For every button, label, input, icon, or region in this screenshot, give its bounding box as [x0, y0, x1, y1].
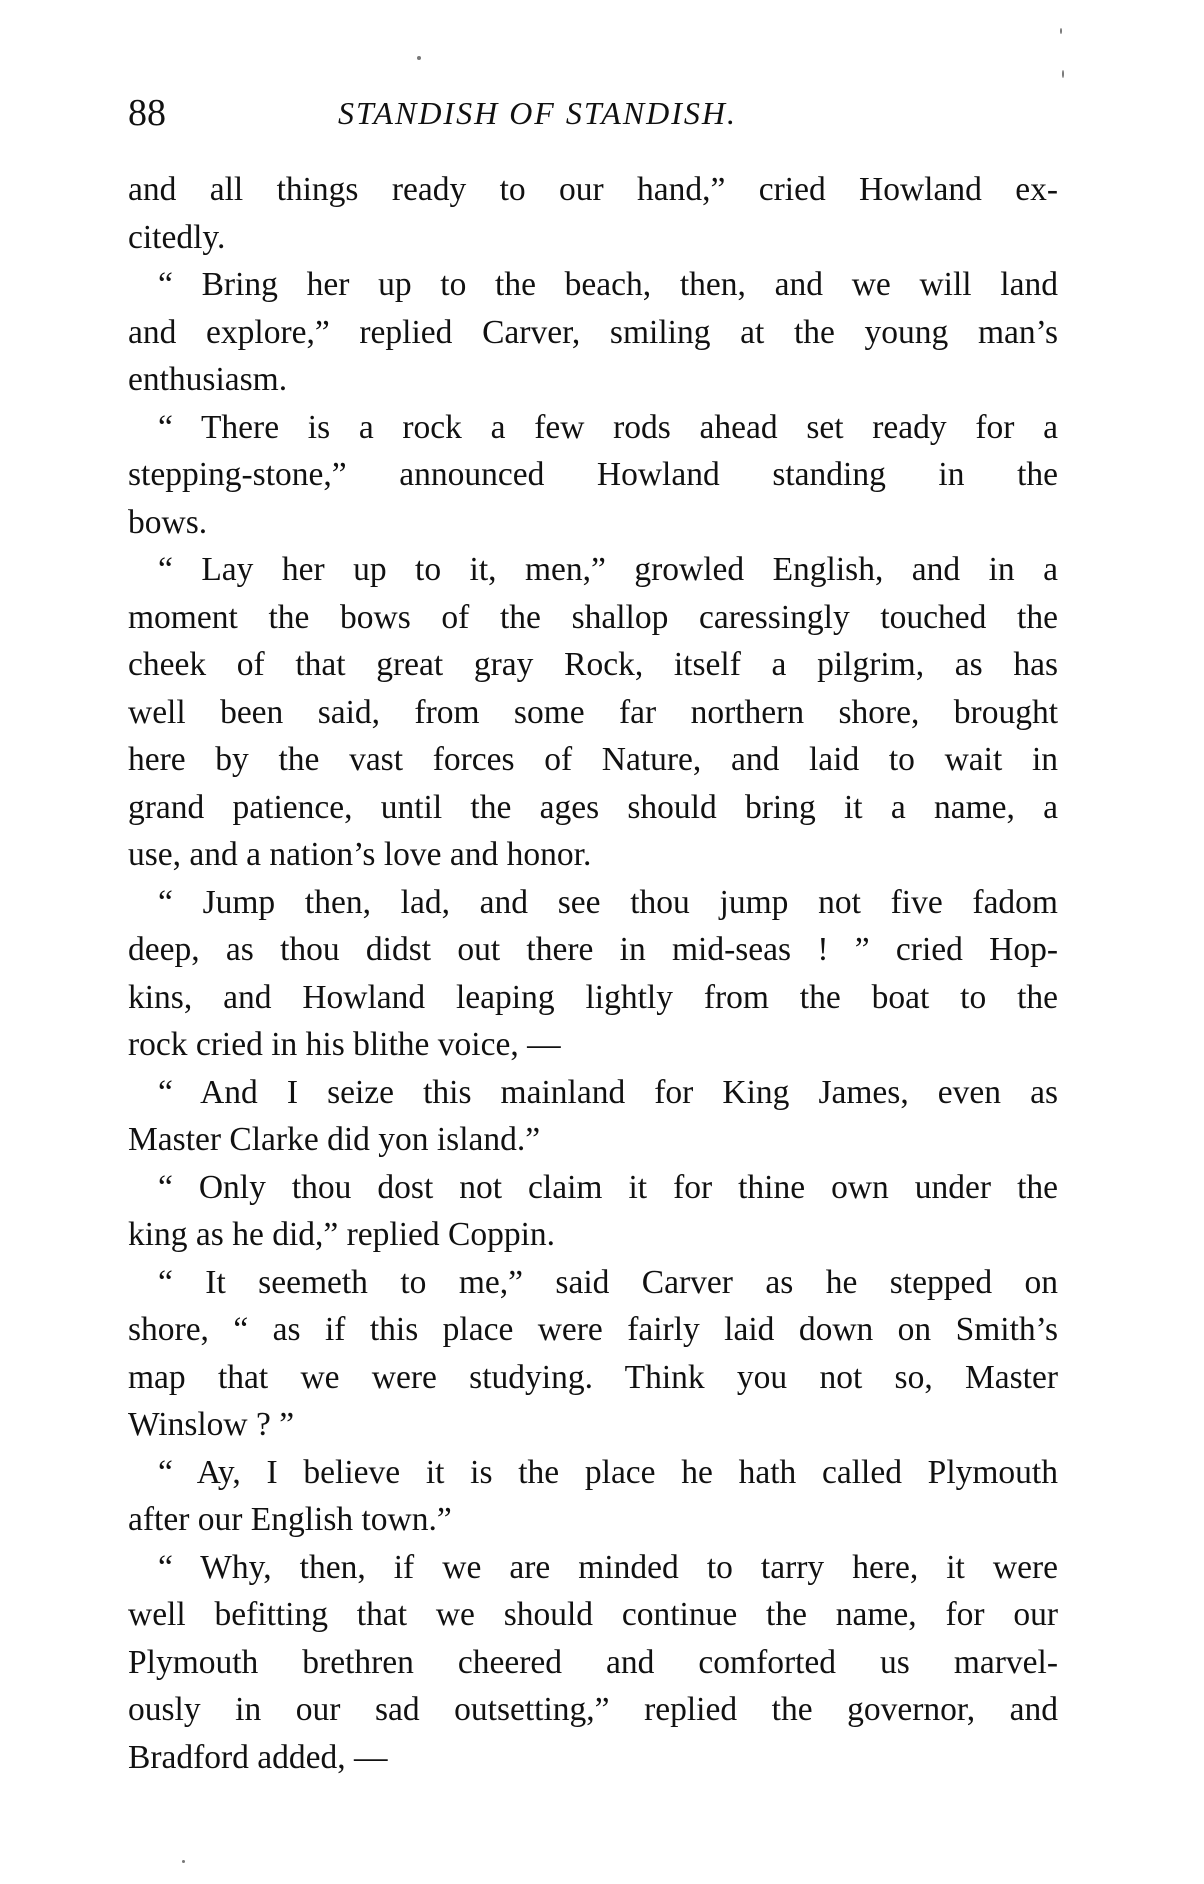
text-line: stepping-stone,” announced Howland standing in the [128, 456, 1058, 493]
print-speck [182, 1860, 185, 1863]
text-line: here by the vast forces of Nature, and laid to wait in [128, 741, 1058, 778]
text-line: “ Only thou dost not claim it for thine own under the [158, 1168, 1058, 1206]
text-line: Winslow ? ” [128, 1406, 295, 1443]
running-head [128, 88, 1068, 138]
text-line: rock cried in his blithe voice, — [128, 1026, 561, 1063]
text-line: “ And I seize this mainland for King James, even as [158, 1073, 1058, 1111]
text-line: moment the bows of the shallop caressingly touched the [128, 598, 1058, 636]
text-line: “ Ay, I believe it is the place he hath called Plymouth [158, 1453, 1058, 1491]
text-line: “ Why, then, if we are minded to tarry here, it were [158, 1548, 1058, 1586]
text-line: Bradford added, — [128, 1738, 388, 1776]
text-line: well befitting that we should continue the name, for our [128, 1596, 1058, 1633]
text-line: grand patience, until the ages should bring it a name, a [128, 788, 1058, 826]
page-number: 88 [128, 92, 166, 134]
text-line: after our English town.” [128, 1501, 452, 1538]
text-line: cheek of that great gray Rock, itself a pilgrim, as has [128, 646, 1058, 683]
text-line: and all things ready to our hand,” cried Howland ex- [128, 171, 1058, 208]
running-title: STANDISH OF STANDISH. [338, 95, 738, 131]
text-line: “ Lay her up to it, men,” growled English, and in a [158, 551, 1058, 588]
text-line: king as he did,” replied Coppin. [128, 1216, 556, 1253]
text-line: shore, “ as if this place were fairly laid down on Smith’s [128, 1311, 1058, 1348]
text-line: bows. [128, 503, 208, 541]
text-line: use, and a nation’s love and honor. [128, 836, 592, 873]
print-speck [1062, 70, 1064, 78]
text-line: deep, as thou didst out there in mid-seas ! ” cried Hop- [128, 931, 1058, 968]
text-line: citedly. [128, 218, 226, 256]
text-line: Plymouth brethren cheered and comforted us marvel- [128, 1643, 1058, 1681]
text-line: “ There is a rock a few rods ahead set ready for a [158, 408, 1058, 446]
text-line: “ It seemeth to me,” said Carver as he stepped on [158, 1263, 1058, 1301]
print-speck [1060, 28, 1062, 34]
text-line: “ Bring her up to the beach, then, and we will land [158, 266, 1058, 303]
text-line: Master Clarke did yon island.” [128, 1121, 541, 1158]
text-line: “ Jump then, lad, and see thou jump not five fadom [158, 883, 1058, 921]
text-line: map that we were studying. Think you not so, Master [128, 1358, 1058, 1396]
text-line: kins, and Howland leaping lightly from the boat to the [128, 978, 1058, 1016]
print-speck [417, 56, 421, 60]
text-line: and explore,” replied Carver, smiling at the young man’s [128, 313, 1058, 351]
text-line: well been said, from some far northern shore, brought [128, 693, 1058, 731]
text-line: ously in our sad outsetting,” replied the governor, and [128, 1691, 1058, 1728]
text-line: enthusiasm. [128, 361, 288, 398]
body-text [128, 166, 1058, 1781]
